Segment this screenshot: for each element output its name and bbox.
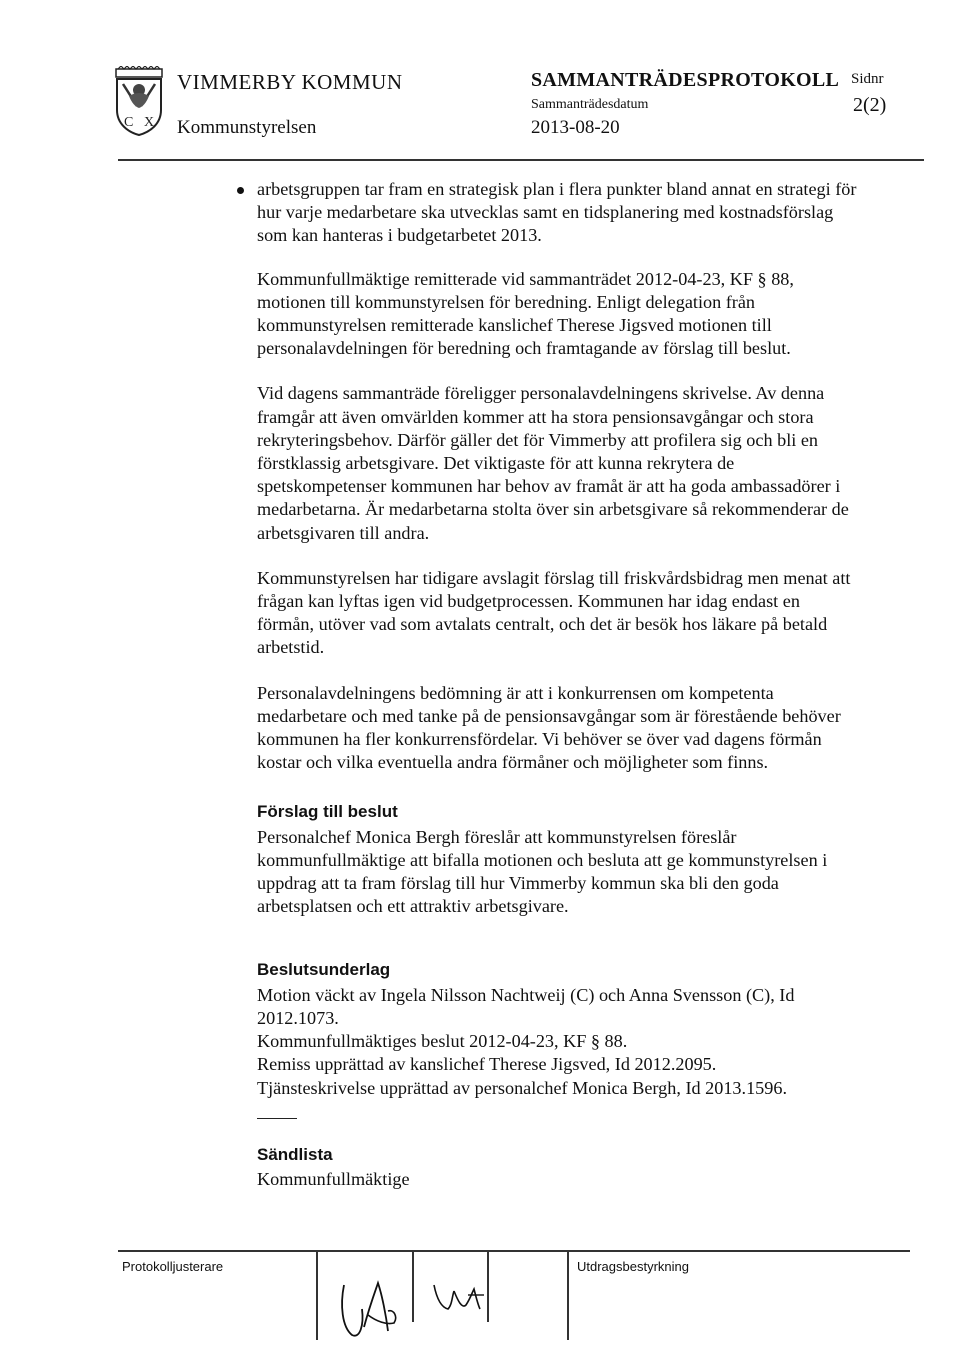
- proposal-heading: Förslag till beslut: [257, 802, 398, 822]
- page-number: 2(2): [853, 94, 887, 116]
- signature-box-divider: [316, 1250, 318, 1340]
- handwritten-initials-signature: [330, 1265, 510, 1345]
- meeting-date: 2013-08-20: [531, 117, 620, 138]
- basis-item: Motion väckt av Ingela Nilsson Nachtweij (C) och Anna Svensson (C), Id 2012.1073.: [257, 984, 795, 1028]
- paragraph-assessment: Personalavdelningens bedömning är att i konkurrensen om kompetenta medarbetare och med tanke på de pensionsavgångar som är förestående behöver kommunen ha fler konkurrensfördelar. Vi behöver se över vad dagens förmån kostar och vilka eventuella andra förmåner och möjligheter som finns.: [257, 682, 841, 773]
- footer-divider: [118, 1250, 910, 1252]
- svg-text:X: X: [144, 115, 155, 130]
- header-divider: [118, 159, 924, 161]
- bullet-item: [257, 178, 857, 248]
- organization-name: VIMMERBY KOMMUN: [177, 70, 403, 94]
- bullet-text: arbetsgruppen tar fram en strategisk plan i flera punkter bland annat en strategi för hur varje medarbetare ska utvecklas samt en tidsplanering med kostnadsförslag som kan hanteras i budgetarbetet 2013.: [257, 179, 857, 246]
- section-separator: [257, 1118, 297, 1120]
- adjuster-label: Protokolljusterare: [122, 1259, 224, 1274]
- signature-box-divider: [567, 1250, 569, 1340]
- document-type-title: SAMMANTRÄDESPROTOKOLL: [531, 69, 840, 91]
- extract-certification-label: Utdragsbestyrkning: [577, 1259, 689, 1274]
- paragraph-wellness: Kommunstyrelsen har tidigare avslagit förslag till friskvårdsbidrag men menat att frågan kan lyftas igen vid budgetprocessen. Kommunen har idag endast en förmån, utöver vad som avtalats centralt, och det är besök hos läkare på betald arbetstid.: [257, 567, 851, 658]
- protocol-body: [257, 178, 857, 1192]
- distribution-recipient: Kommunfullmäktige: [257, 1169, 410, 1190]
- distribution-heading: Sändlista: [257, 1145, 333, 1165]
- municipal-coat-of-arms-logo: [113, 66, 165, 136]
- department-name: Kommunstyrelsen: [177, 117, 317, 138]
- svg-text:C: C: [124, 115, 134, 130]
- basis-heading: Beslutsunderlag: [257, 960, 391, 980]
- proposal-text: Personalchef Monica Bergh föreslår att kommunstyrelsen föreslår kommunfullmäktige att bifalla motionen och besluta att ge kommunstyrelsen i uppdrag att ta fram förslag till hur Vimmerby kommun ska bli den goda arbetsplatsen och ett attraktiv arbetsgivare.: [257, 826, 828, 917]
- bullet-dot-icon: [237, 187, 244, 194]
- paragraph-remittance: Kommunfullmäktige remitterade vid sammanträdet 2012-04-23, KF § 88, motionen till kommunstyrelsen för beredning. Enligt delegation från kommunstyrelsen remitterade kanslichef Therese Jigsved motionen till personalavdelningen för beredning och framtagande av förslag till beslut.: [257, 268, 794, 359]
- basis-item: Kommunfullmäktiges beslut 2012-04-23, KF § 88.: [257, 1031, 628, 1052]
- paragraph-report: Vid dagens sammanträde föreligger personalavdelningens skrivelse. Av denna framgår att även omvärlden kommer att ha stora pensionsavgångar och stora rekryteringsbehov. Därför gäller det för Vimmerby att profilera sig och bli en förstklassig arbetsgivare. Det viktigaste för att kunna rekrytera de spetskompetenser kommunen har behov av framåt är att ha goda ambassadörer i medarbetarna. Är medarbetarna stolta över sin arbetsgivare så rekommenderar de arbetsgivaren till andra.: [257, 383, 849, 543]
- page-number-label: Sidnr: [851, 71, 884, 87]
- meeting-date-label: Sammanträdesdatum: [531, 97, 649, 112]
- basis-item: Remiss upprättad av kanslichef Therese Jigsved, Id 2012.2095.: [257, 1054, 717, 1075]
- basis-item: Tjänsteskrivelse upprättad av personalchef Monica Bergh, Id 2013.1596.: [257, 1077, 787, 1098]
